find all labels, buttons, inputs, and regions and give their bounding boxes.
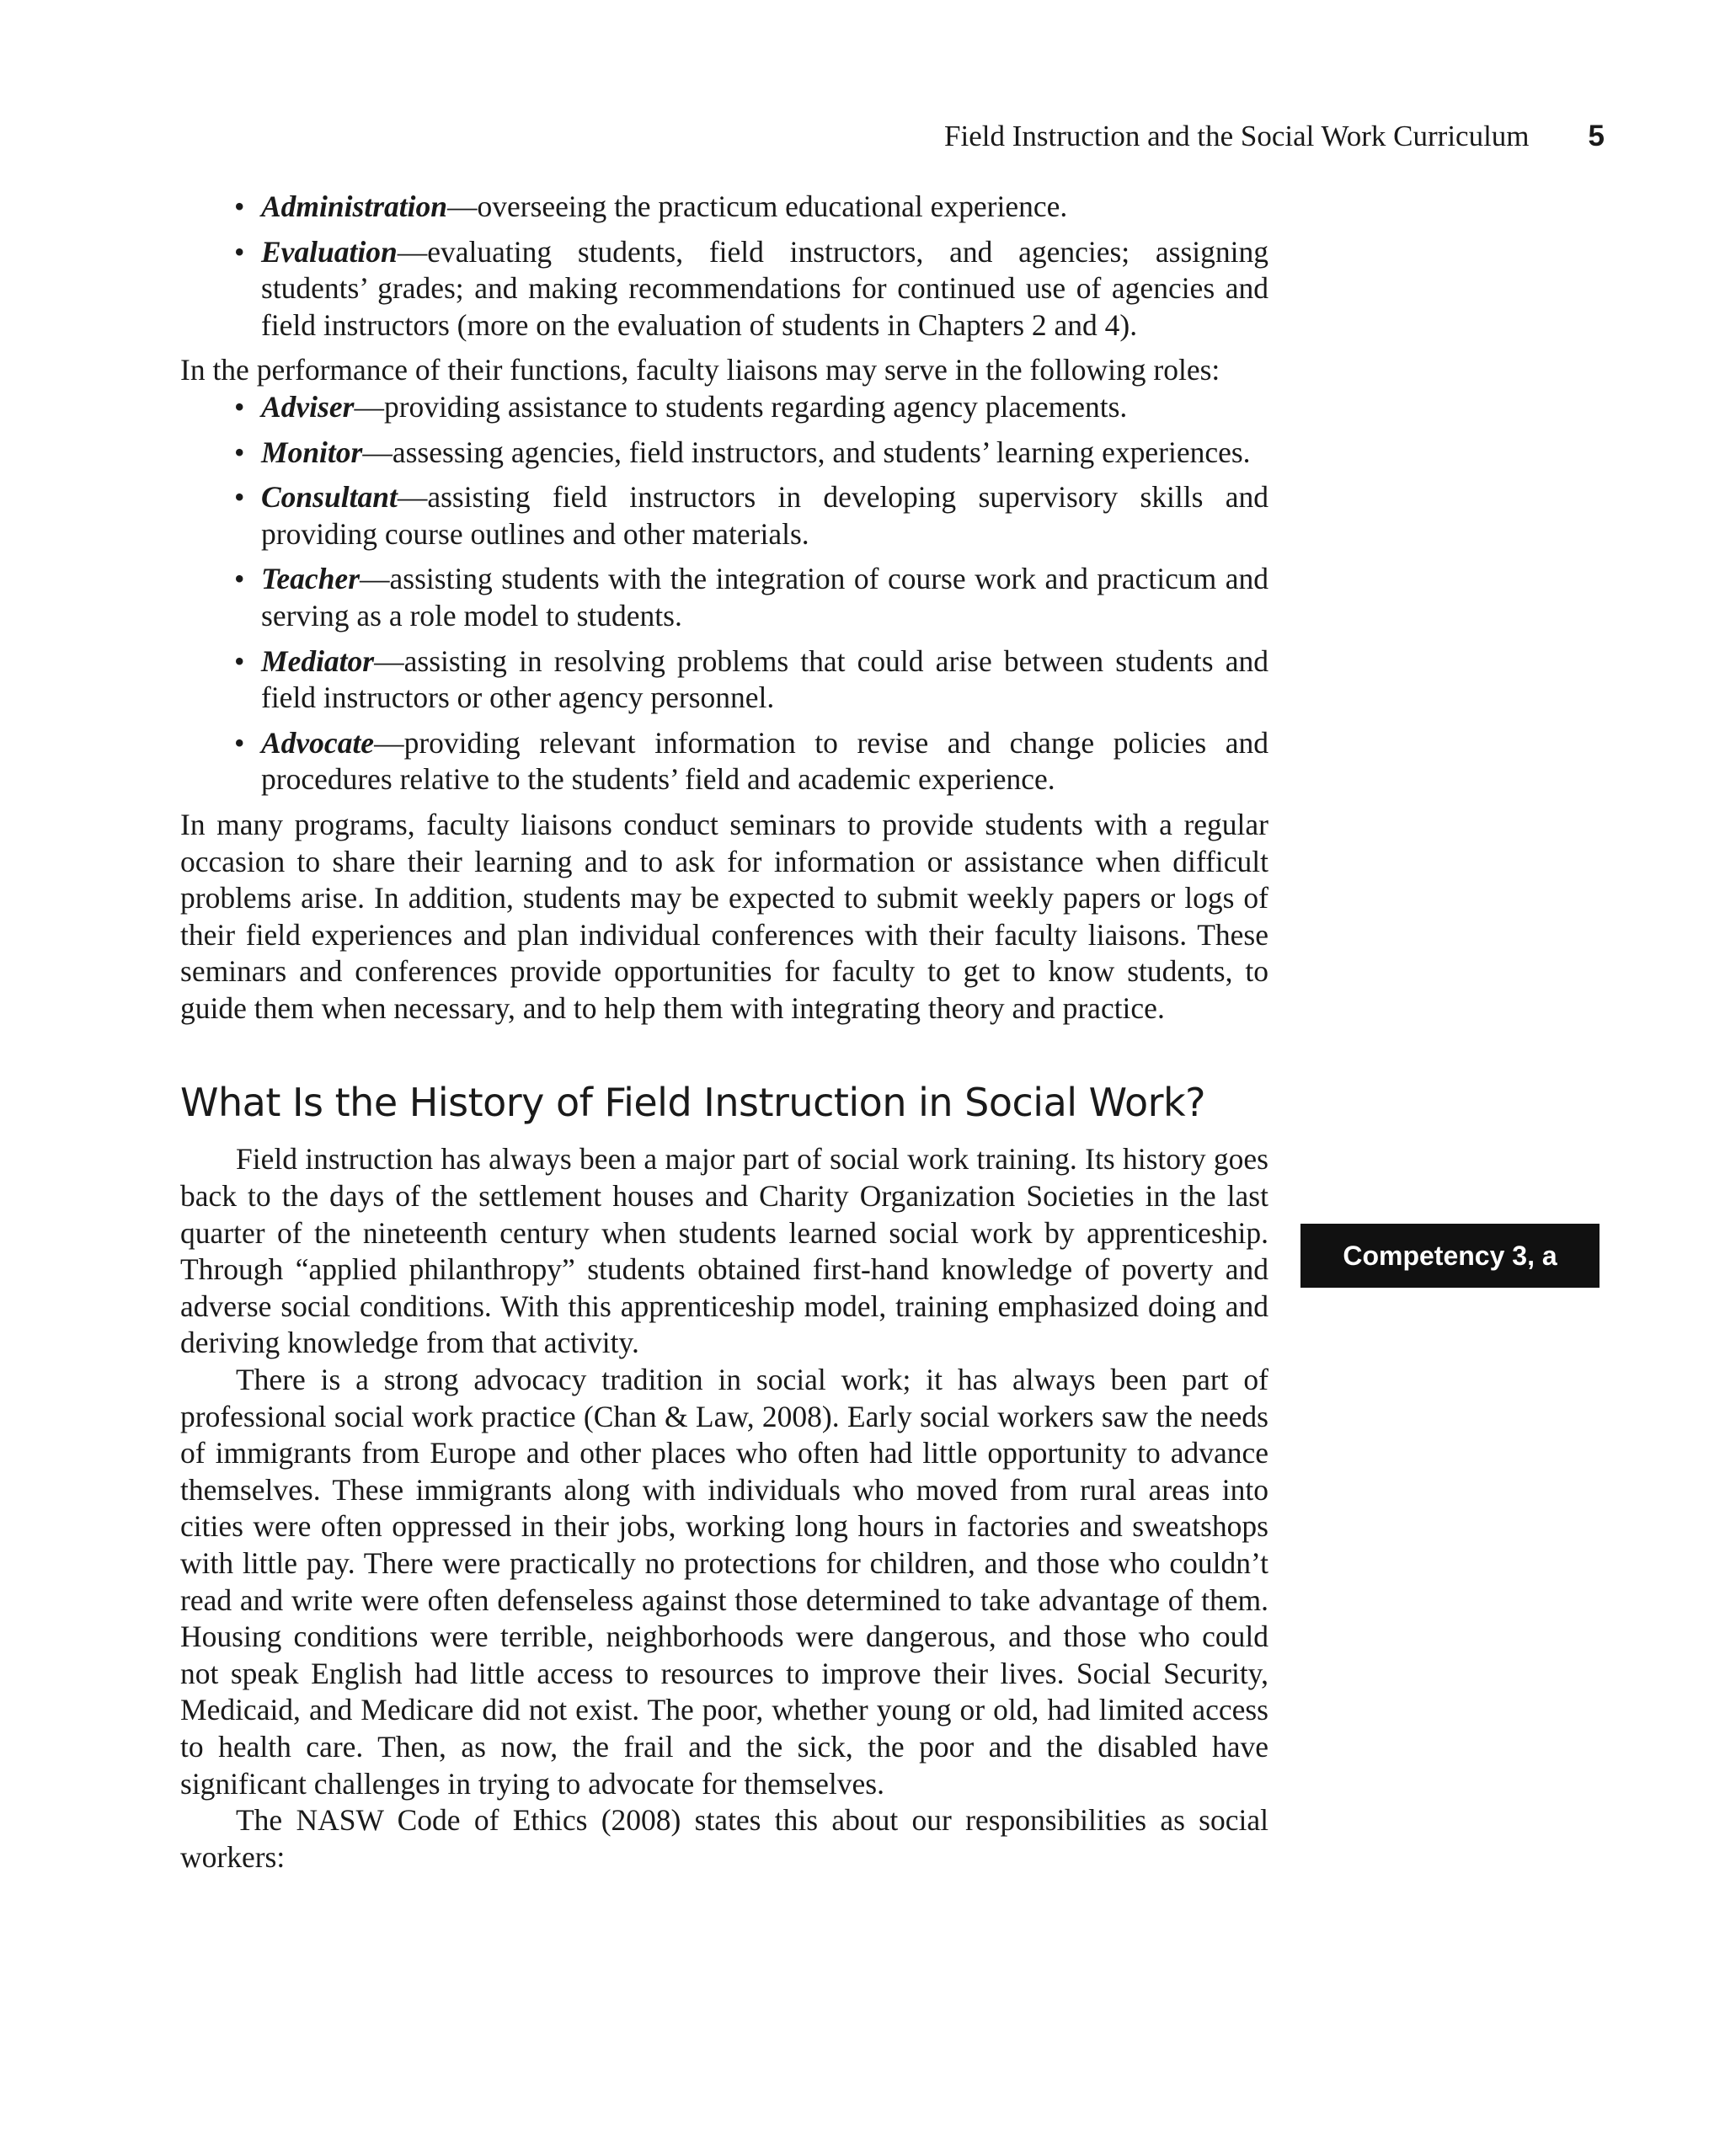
list-item-term: Mediator — [261, 643, 375, 678]
list-item-term: Adviser — [261, 389, 355, 424]
list-item-term: Administration — [261, 189, 447, 223]
history-paragraph-1: Field instruction has always been a major part of social work training. Its history goes back to the days of the settlement houses and Charity Organization Societies in the last quarter of the nineteenth century when students learned social work by apprenticeship. Through “applied philanthropy” students obtained first-hand knowledge of poverty and adverse social conditions. With this apprenticeship model, training emphasized doing and deriving knowledge from that activity. — [180, 1142, 1268, 1360]
list-item-text: —assessing agencies, field instructors, and students’ learning experiences. — [362, 435, 1251, 469]
bullet-icon: • — [234, 480, 245, 515]
list-item — [234, 234, 1268, 344]
list-item — [234, 725, 1268, 798]
list-item-term: Consultant — [261, 480, 398, 515]
list-item — [234, 189, 1268, 226]
list-item — [234, 643, 1268, 717]
list-item-text: —overseeing the practicum educational experience. — [446, 189, 1068, 223]
list-item — [234, 479, 1268, 552]
history-paragraph-2: There is a strong advocacy tradition in social work; it has always been part of professional social work practice (Chan & Law, 2008). Early social workers saw the needs of immigrants from Europe and other places who often had little opportunity to advance themselves. These immigrants along with individuals who moved from rural areas into cities were often oppressed in their jobs, working long hours in factories and sweatshops with little pay. There were practically no protections for children, and those who couldn’t read and write were often defenseless against those determined to take advantage of them. Housing conditions were terrible, neighborhoods were dangerous, and those who could not speak English had little access to resources to improve their lives. Social Security, Medicaid, and Medicare did not exist. The poor, whether young or old, had limited access to health care. Then, as now, the frail and the sick, the poor and the disabled have significant challenges in trying to advocate for themselves. — [180, 1363, 1268, 1801]
list-item-text: —evaluating students, field instructors, and agencies; assigning students’ grades; and making recommendations for continued use of agencies and field instructors (more on the evaluation of students in Chapters 2 and 4). — [261, 234, 1268, 342]
competency-margin-tag: Competency 3, a — [1300, 1224, 1599, 1288]
bullet-icon: • — [234, 435, 245, 469]
roles-intro-paragraph: In the performance of their functions, faculty liaisons may serve in the following roles: — [180, 353, 1220, 387]
list-item-text: —assisting in resolving problems that could arise between students and field instructors or other agency personnel. — [261, 643, 1268, 715]
running-title: Field Instruction and the Social Work Curriculum — [944, 120, 1530, 152]
section-heading: What Is the History of Field Instruction in Social Work? — [180, 1080, 1206, 1126]
list-item-term: Evaluation — [261, 234, 398, 269]
page-number: 5 — [1588, 120, 1605, 152]
list-item-term: Advocate — [261, 725, 375, 760]
bullet-icon: • — [234, 725, 245, 760]
list-item-text: —assisting field instructors in developing supervisory skills and providing course outlines and other materials. — [261, 480, 1268, 551]
list-item-text: —providing assistance to students regarding agency placements. — [354, 389, 1128, 424]
body-text-column — [180, 189, 1268, 1876]
liaison-roles-list — [180, 389, 1268, 798]
list-item — [234, 389, 1268, 426]
list-item — [234, 435, 1268, 472]
list-item — [234, 561, 1268, 634]
bullet-icon: • — [234, 643, 245, 678]
liaison-functions-list — [180, 189, 1268, 344]
list-item-term: Monitor — [261, 435, 363, 469]
running-header — [0, 116, 1605, 157]
bullet-icon: • — [234, 389, 245, 424]
bullet-icon: • — [234, 189, 245, 223]
history-paragraph-3: The NASW Code of Ethics (2008) states this about our responsibilities as social workers: — [180, 1803, 1268, 1874]
bullet-icon: • — [234, 234, 245, 269]
list-item-term: Teacher — [261, 562, 360, 596]
list-item-text: —assisting students with the integration of course work and practicum and serving as a role model to students. — [261, 562, 1268, 632]
bullet-icon: • — [234, 562, 245, 596]
list-item-text: —providing relevant information to revise and change policies and procedures relative to the students’ field and academic experience. — [261, 725, 1268, 797]
seminars-paragraph: In many programs, faculty liaisons conduct seminars to provide students with a regular occasion to share their learning and to ask for information or assistance when difficult problems arise. In addition, students may be expected to submit weekly papers or logs of their field experiences and plan individual conferences with their faculty liaisons. These seminars and conferences provide opportunities for faculty to get to know students, to guide them when necessary, and to help them with integrating theory and practice. — [180, 807, 1268, 1025]
